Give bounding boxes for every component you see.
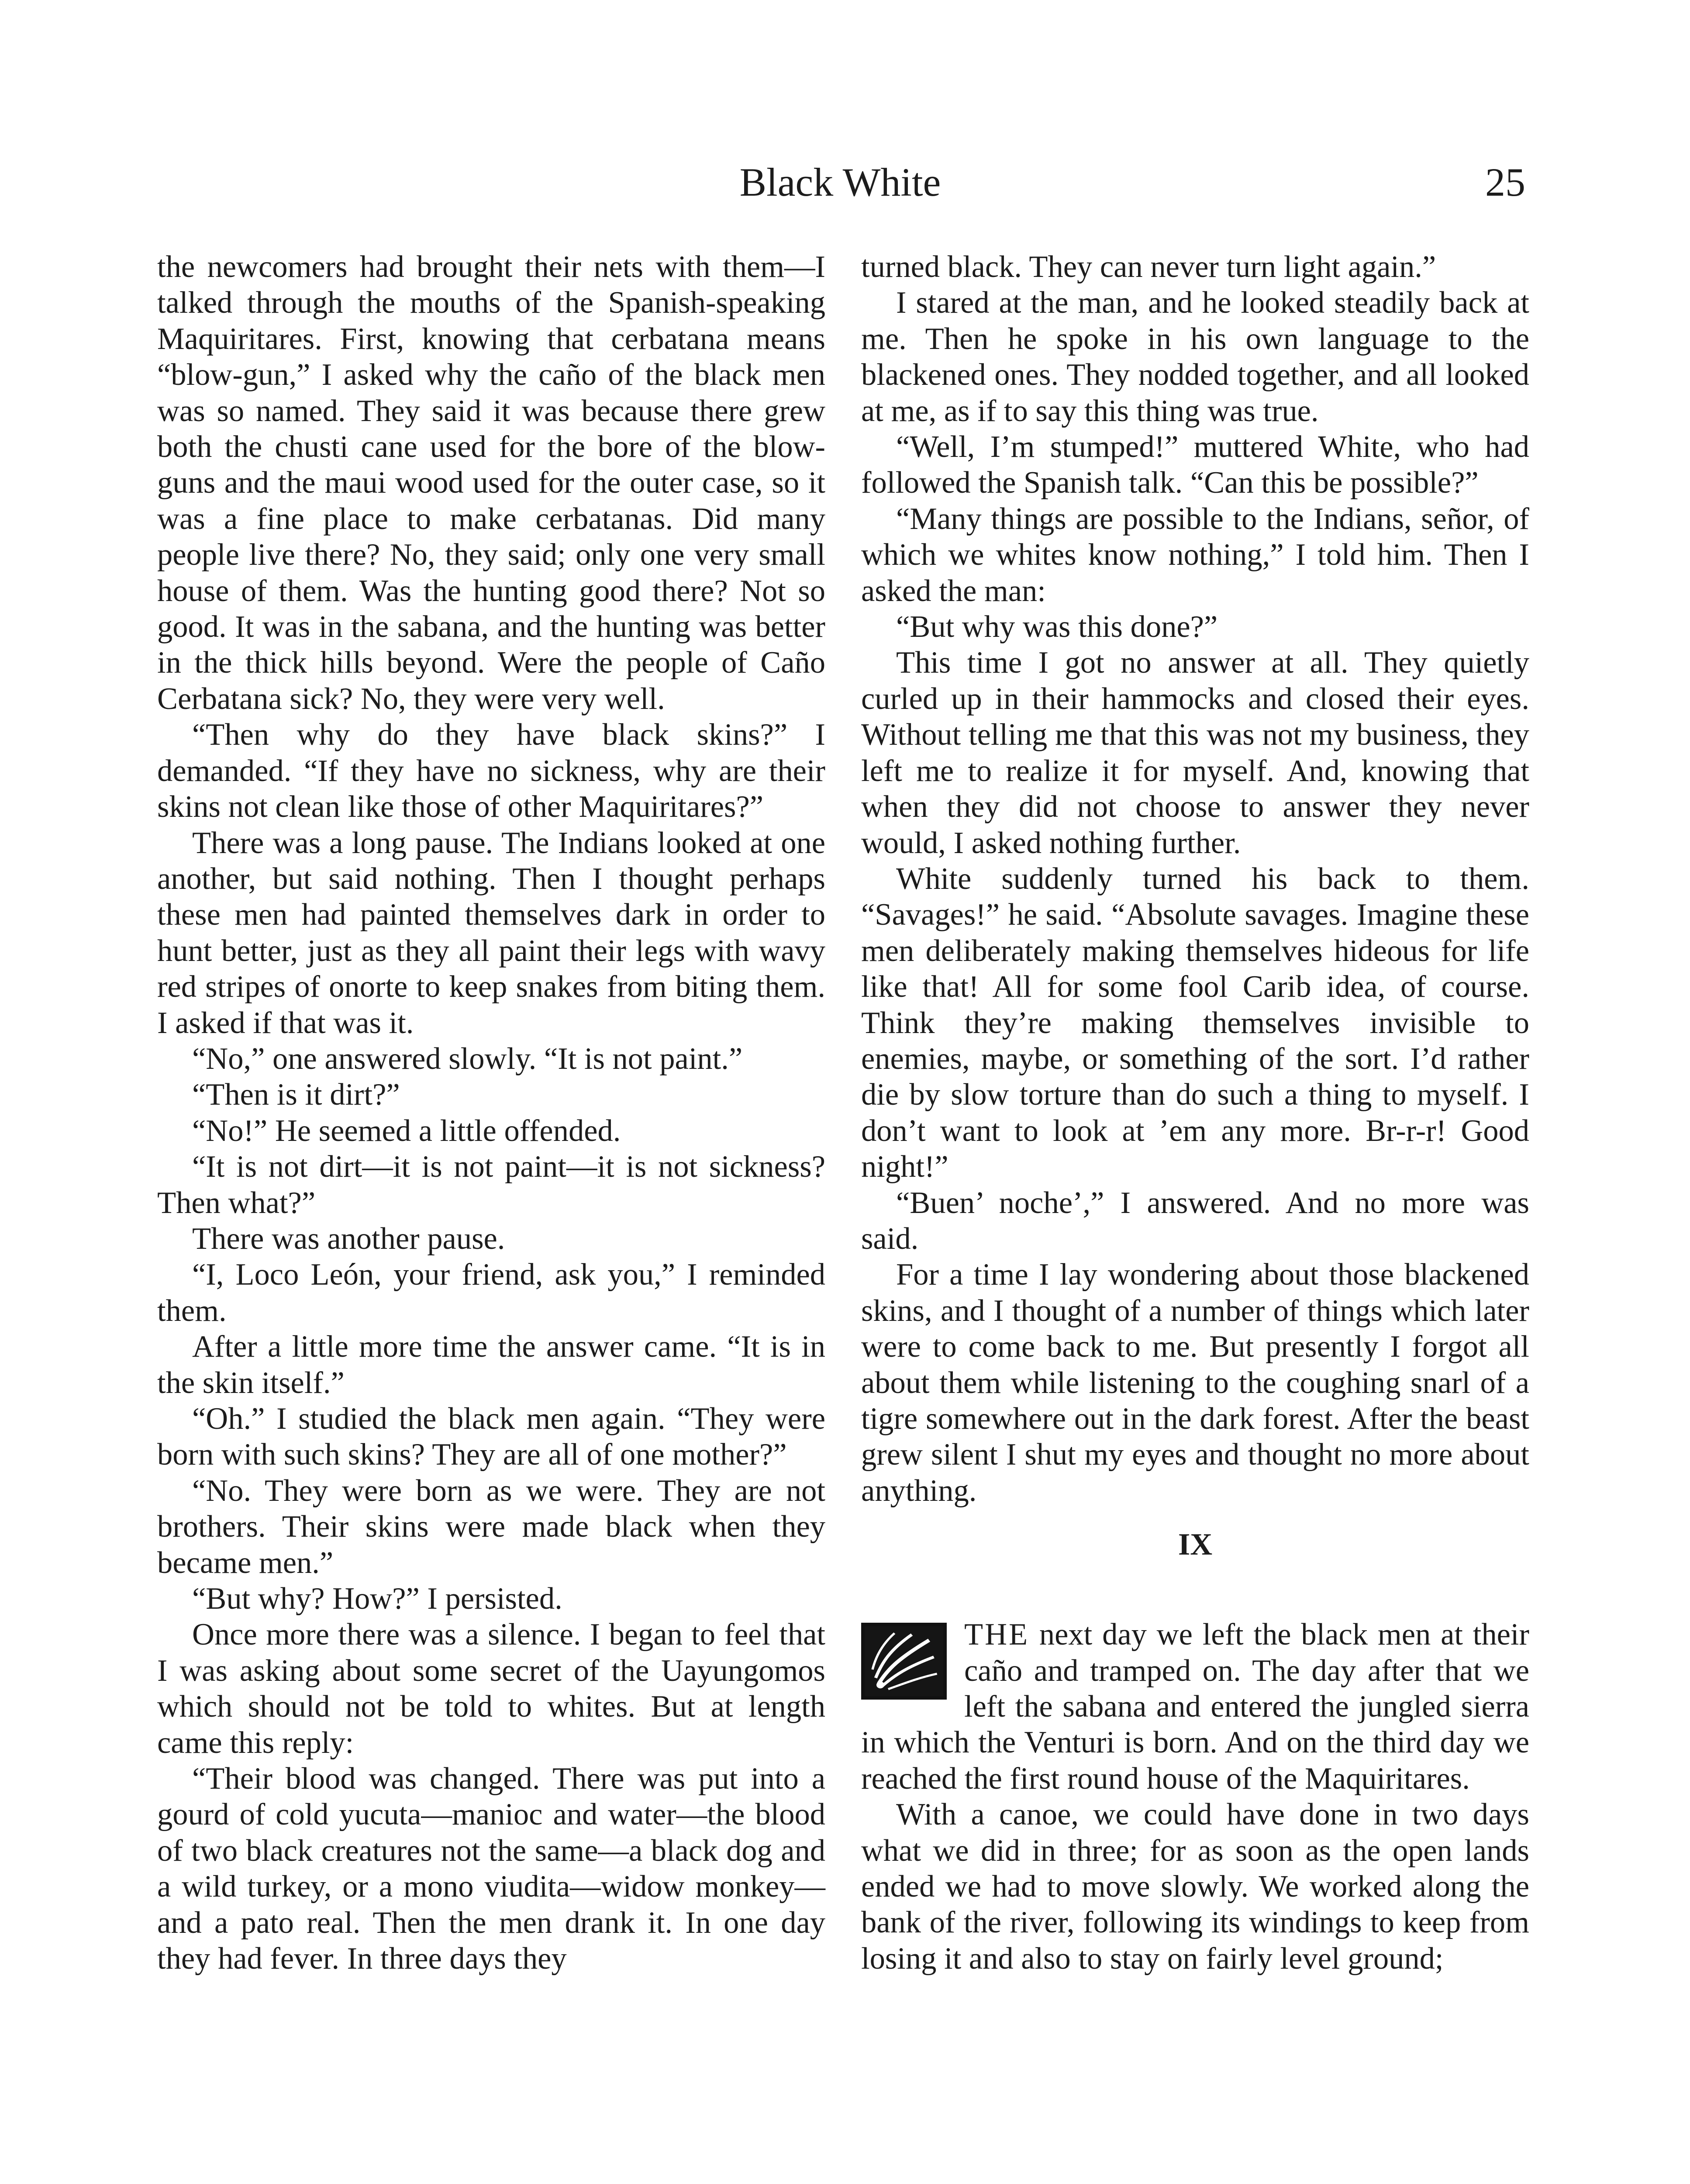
paragraph: turned black. They can never turn light again.” bbox=[861, 250, 1436, 284]
paragraph: the newcomers had brought their nets with them—I talked through the mouths of the Spanish-speaking Maquiritares. First, knowing that cerbatana means “blow-gun,” I asked why the caño of the black men was so named. They said it was because there grew both the chusti cane used for the bore of the blow-guns and the maui wood used for the outer case, so it was a fine place to make cerbatanas. Did many people live there? No, they said; only one very small house of them. Was the hunting good there? Not so good. It was in the sabana, and the hunting was better in the thick hills beyond. Were the people of Caño Cerbatana sick? No, they were very well. bbox=[157, 250, 825, 716]
paragraph: “Buen’ noche’,” I answered. And no more was said. bbox=[861, 1185, 1529, 1256]
left-column bbox=[157, 249, 825, 1977]
paragraph: White suddenly turned his back to them. “Savages!” he said. “Absolute savages. Imagine these men deliberately making themselves hideous for life like that! All for some fool Carib idea, of course. Think they’re making themselves invisible to enemies, maybe, or something of the sort. I’d rather die by slow torture than do such a thing to myself. I don’t want to look at ’em any more. Br-r-r! Good night!” bbox=[861, 861, 1529, 1184]
paragraph: “But why was this done?” bbox=[896, 610, 1218, 644]
paragraph: “Then why do they have black skins?” I demanded. “If they have no sickness, why are their skins not clean like those of other Maquiritares?” bbox=[157, 718, 825, 824]
paragraph: I stared at the man, and he looked steadily back at me. Then he spoke in his own language to the blackened ones. They nodded together, and all looked at me, as if to say this thing was true. bbox=[861, 286, 1529, 428]
page-number: 25 bbox=[1485, 160, 1525, 204]
paragraph: There was a long pause. The Indians looked at one another, but said nothing. Then I thought perhaps these men had painted themselves dark in order to hunt better, just as they all paint their legs with wavy red stripes of onorte to keep snakes from biting them. I asked if that was it. bbox=[157, 826, 825, 1040]
paragraph: “Oh.” I studied the black men again. “They were born with such skins? They are all of one mother?” bbox=[157, 1402, 825, 1472]
paragraph: “Many things are possible to the Indians, señor, of which we whites know nothing,” I told him. Then I asked the man: bbox=[861, 501, 1529, 608]
paragraph: “Then is it dirt?” bbox=[192, 1078, 400, 1112]
page-header bbox=[155, 154, 1525, 211]
paragraph: There was another pause. bbox=[192, 1221, 505, 1256]
first-paragraph-text: next day we left the black men at their caño and tramped on. The day after that we left the sabana and entered the jungled sierra in which the Venturi is born. And on the third day we reached the first round house of the Maquiritares. bbox=[861, 1617, 1529, 1796]
section-heading: IX bbox=[1178, 1527, 1213, 1562]
paragraph: For a time I lay wondering about those blackened skins, and I thought of a number of things which later were to come back to me. But presently I forgot all about them while listening to the coughing snarl of a tigre somewhere out in the dark forest. After the beast grew silent I shut my eyes and thought no more about anything. bbox=[861, 1258, 1529, 1508]
section-first-paragraph bbox=[861, 1617, 1529, 1797]
right-column bbox=[861, 249, 1529, 1977]
paragraph: “Their blood was changed. There was put into a gourd of cold yucuta—manioc and water—the blood of two black creatures not the same—a black dog and a wild turkey, or a mono viudita—widow monkey—and a pato real. Then the men drank it. In one day they had fever. In three days they bbox=[157, 1762, 825, 1976]
paragraph: After a little more time the answer came. “It is in the skin itself.” bbox=[157, 1330, 825, 1400]
ornamental-drop-cap-icon bbox=[861, 1623, 947, 1700]
paragraph: This time I got no answer at all. They quietly curled up in their hammocks and closed their eyes. Without telling me that this was not my business, they left me to realize it for myself. And, knowing that when they did not choose to answer they never would, I asked nothing further. bbox=[861, 646, 1529, 860]
paragraph: “I, Loco León, your friend, ask you,” I reminded them. bbox=[157, 1258, 825, 1328]
paragraph: Once more there was a silence. I began to feel that I was asking about some secret of the Uayungomos which should not be told to whites. But at length came this reply: bbox=[157, 1617, 825, 1760]
running-title: Black White bbox=[739, 160, 941, 204]
paragraph: With a canoe, we could have done in two days what we did in three; for as soon as the open lands ended we had to move slowly. We worked along the bank of the river, following its windings to keep from losing it and also to stay on fairly level ground; bbox=[861, 1797, 1529, 1976]
paragraph: “But why? How?” I persisted. bbox=[192, 1582, 562, 1616]
paragraph: “No. They were born as we were. They are not brothers. Their skins were made black when they became men.” bbox=[157, 1473, 825, 1580]
paragraph: “No!” He seemed a little offended. bbox=[192, 1113, 621, 1148]
lead-word: THE bbox=[964, 1617, 1030, 1652]
paragraph: “No,” one answered slowly. “It is not paint.” bbox=[192, 1041, 743, 1076]
paragraph: “Well, I’m stumped!” muttered White, who had followed the Spanish talk. “Can this be possible?” bbox=[861, 430, 1529, 500]
paragraph: “It is not dirt—it is not paint—it is not sickness? Then what?” bbox=[157, 1150, 825, 1220]
